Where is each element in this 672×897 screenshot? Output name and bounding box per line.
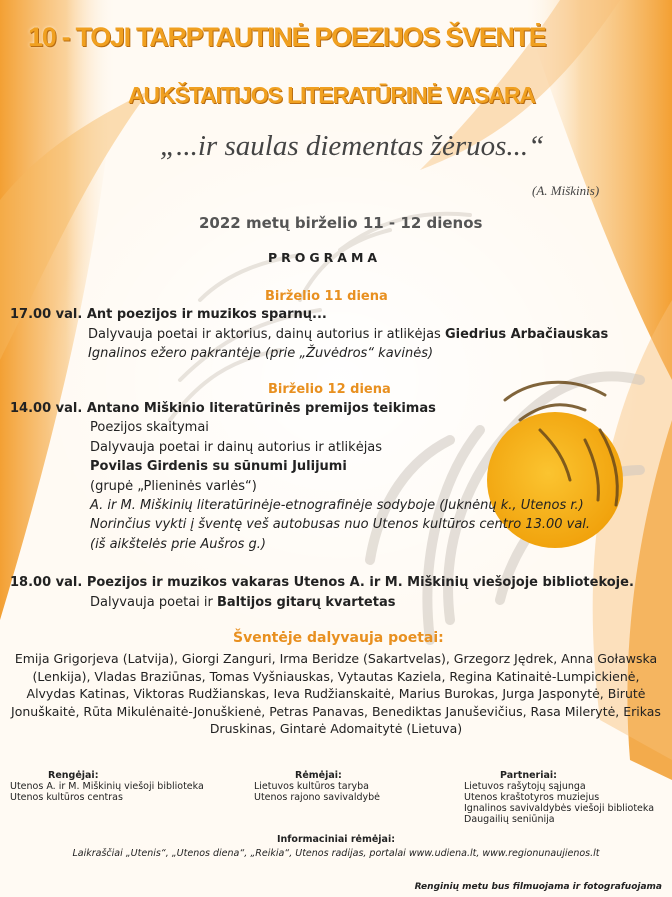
partner-item: Ignalinos savivaldybės viešoji biblioteka: [464, 803, 655, 814]
day2-heading: Birželio 12 diena: [268, 382, 391, 397]
day1-heading: Birželio 11 diena: [265, 289, 388, 304]
sponsor-item: Lietuvos kultūros taryba: [254, 781, 369, 792]
partners-title: Partneriai:: [500, 770, 557, 781]
info-sponsors-title: Informaciniai rėmėjai:: [276, 834, 396, 845]
poets-heading: Šventėje dalyvauja poetai:: [233, 630, 444, 646]
day2-line-group: (grupė „Plieninės varlės“): [90, 479, 257, 494]
day1-event-title: 17.00 val. Ant poezijos ir muzikos sparnų...: [10, 307, 327, 322]
day2-line-participants: Dalyvauja poetai ir dainų autorius ir atlikėjas: [90, 440, 383, 455]
day2-line-readings: Poezijos skaitymai: [90, 420, 209, 435]
day1-location: Ignalinos ežero pakrantėje (prie „Žuvėdros“ kavinės): [88, 346, 434, 361]
partners-block: [464, 770, 664, 825]
event-subtitle: AUKŠTAITIJOS LITERATŪRINĖ VASARA: [128, 82, 535, 108]
day1-participants: [88, 327, 608, 342]
motto-quote: „...ir saulas diementas žėruos...“: [160, 130, 545, 162]
day2-line-venue: A. ir M. Miškinių literatūrinėje-etnografinėje sodyboje (Juknėnų k., Utenos r.): [90, 498, 584, 513]
sponsors-title: Rėmėjai:: [295, 770, 342, 781]
day2-line-bus: Norinčius vykti į šventę veš autobusas nuo Utenos kultūros centro 13.00 val.: [90, 517, 591, 532]
event-dates: 2022 metų birželio 11 - 12 dienos: [199, 214, 483, 232]
sponsor-item: Utenos rajono savivaldybė: [254, 792, 381, 803]
day2-line-performer: Povilas Girdenis su sūnumi Julijumi: [90, 459, 347, 474]
day2-event2-prefix: Dalyvauja poetai ir: [90, 595, 217, 610]
day2-line-bus-stop: (iš aikštelės prie Aušros g.): [90, 537, 266, 552]
day2-event1-title: 14.00 val. Antano Miškinio literatūrinės premijos teikimas: [10, 401, 436, 416]
organizers-title: Rengėjai:: [48, 770, 99, 781]
organizers-block: [10, 770, 220, 803]
partner-item: Daugailių seniūnija: [464, 814, 555, 825]
partner-item: Utenos kraštotyros muziejus: [464, 792, 600, 803]
motto-author: (A. Miškinis): [532, 183, 600, 198]
day2-event2-title: 18.00 val. Poezijos ir muzikos vakaras Utenos A. ir M. Miškinių viešojoje bibliotekoje.: [10, 575, 634, 590]
day2-event2-participants: [90, 595, 395, 610]
partner-item: Lietuvos rašytojų sąjunga: [464, 781, 586, 792]
day1-participants-prefix: Dalyvauja poetai ir aktorius, dainų autorius ir atlikėjas: [88, 327, 445, 342]
day1-participant-name: Giedrius Arbačiauskas: [444, 327, 609, 342]
day2-event2-name: Baltijos gitarų kvartetas: [217, 595, 396, 610]
info-sponsors-list: Laikraščiai „Utenis“, „Utenos diena“, „Reikia“, Utenos radijas, portalai www.udiena.lt, www.regionunaujienos.lt: [72, 848, 600, 859]
sponsors-block: [240, 770, 410, 803]
organizer-item: Utenos A. ir M. Miškinių viešoji biblioteka: [10, 781, 204, 792]
poets-list: Emija Grigorjeva (Latvija), Giorgi Zanguri, Irma Beridze (Sakartvelas), Grzegorz Jędrek, Anna Goławska (Lenkija), Vladas Braziūnas, Tomas Vyšniauskas, Vytautas Kaziela, Regina Katinaitė-Lumpickienė, Alvydas Katinas, Viktoras Rudžianskas, Ieva Rudžianskaitė, Marius Burokas, Jurga Jasponytė, Birutė Jonuškaitė, Rūta Mikulėnaitė-Jonuškienė, Petras Panavas, Benediktas Januševičius, Rasa Milerytė, Erikas Druskinas, Gintarė Adomaitytė (Lietuva): [11, 651, 661, 736]
event-title: 10 - TOJI TARPTAUTINĖ POEZIJOS ŠVENTĖ: [28, 22, 546, 52]
organizer-item: Utenos kultūros centras: [10, 792, 123, 803]
program-heading: PROGRAMA: [268, 250, 382, 265]
filming-note: Renginių metu bus filmuojama ir fotografuojama: [414, 882, 662, 892]
